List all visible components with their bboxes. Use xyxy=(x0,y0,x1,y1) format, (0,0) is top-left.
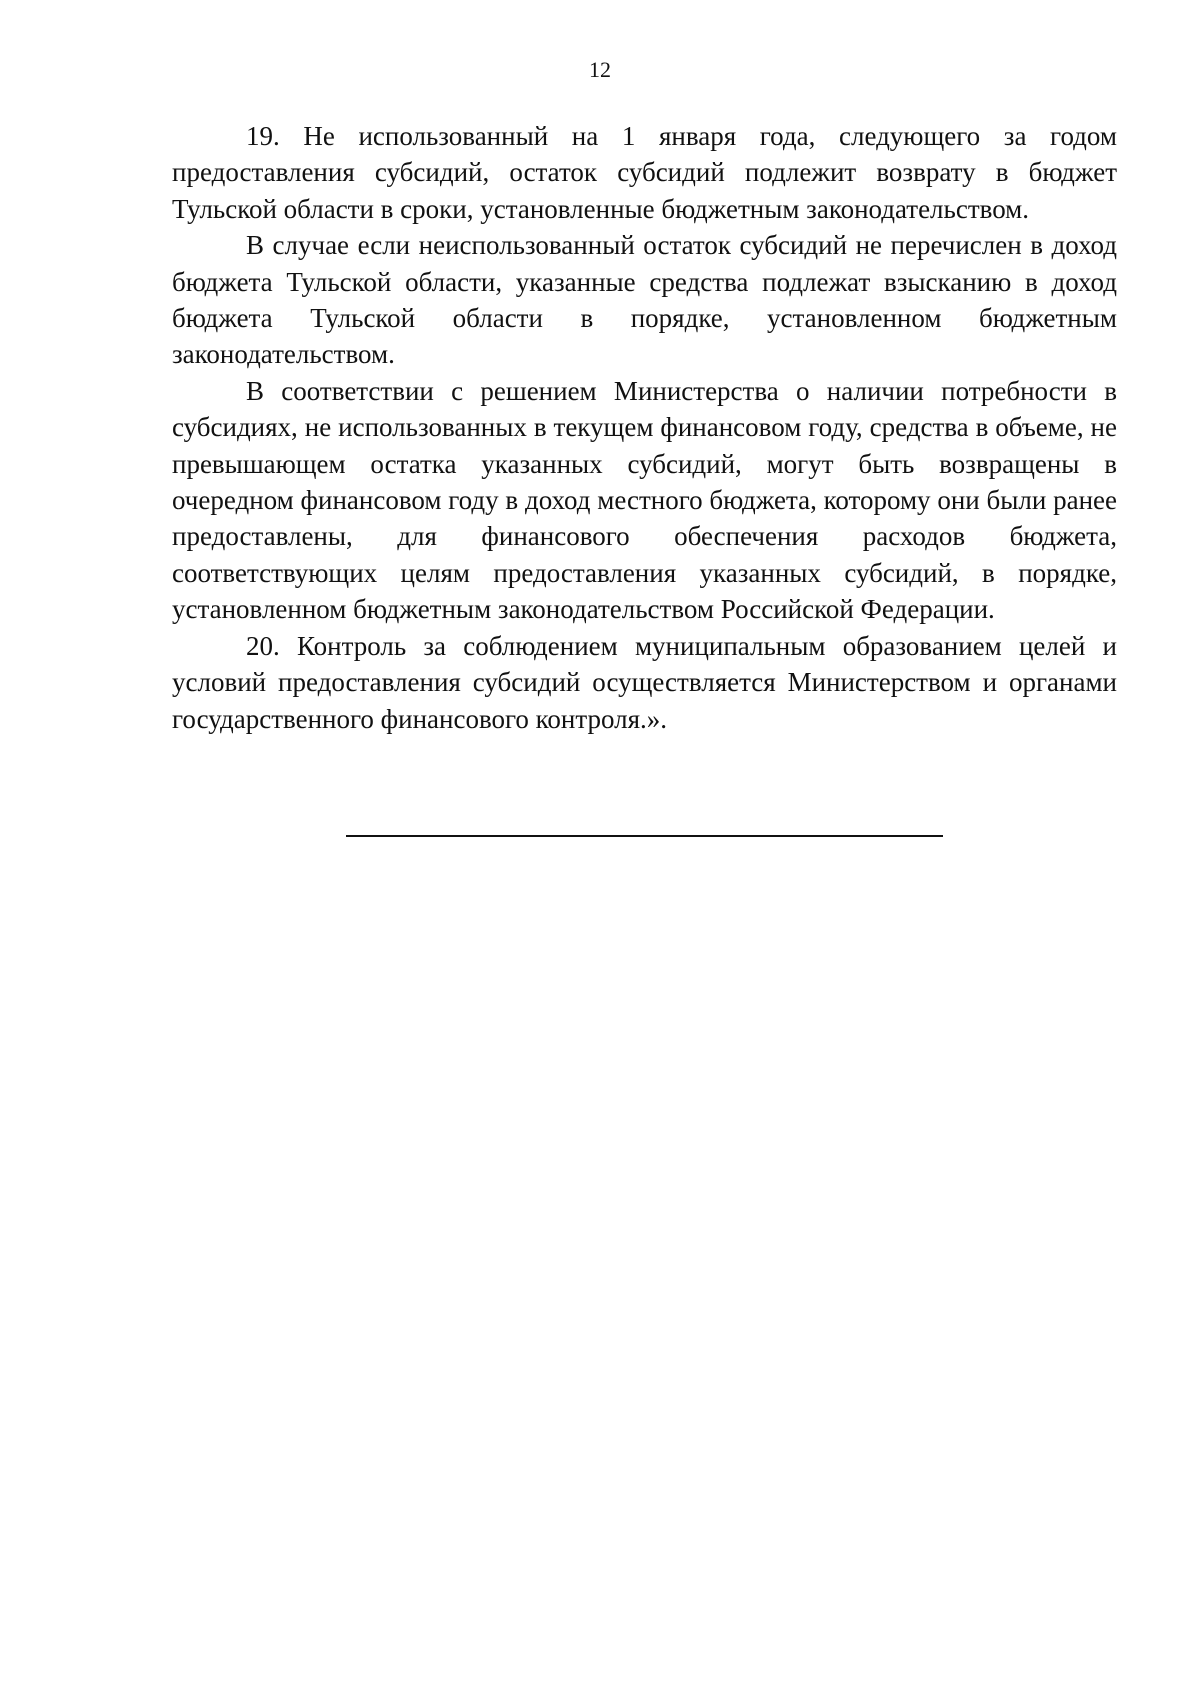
page-number: 12 xyxy=(589,57,611,82)
paragraph-ministry-decision: В соответствии с решением Министерства о наличии потребности в субсидиях, не использованных в текущем финансовом году, средства в объеме, не превышающем остатка указанных субсидий, могут быть возвращены в очередном финансовом году в доход местного бюджета, которому они были ранее предоставлены, для финансового обеспечения расходов бюджета, соответствующих целям предоставления указанных субсидий, в порядке, установленном бюджетным законодательством Российской Федерации. xyxy=(172,375,1117,625)
document-body xyxy=(172,118,1117,737)
closing-rule xyxy=(346,835,943,837)
paragraph-unused-balance: В случае если неиспользованный остаток субсидий не перечислен в доход бюджета Тульской области, указанные средства подлежат взысканию в доход бюджета Тульской области в порядке, установленном бюджетным законодательством. xyxy=(172,230,1117,370)
paragraph-19: 19. Не использованный на 1 января года, следующего за годом предоставления субсидий, остаток субсидий подлежит возврату в бюджет Тульской области в сроки, установленные бюджетным законодательством. xyxy=(172,121,1117,224)
paragraph-20: 20. Контроль за соблюдением муниципальным образованием целей и условий предоставления субсидий осуществляется Министерством и органами государственного финансового контроля.». xyxy=(172,630,1117,734)
